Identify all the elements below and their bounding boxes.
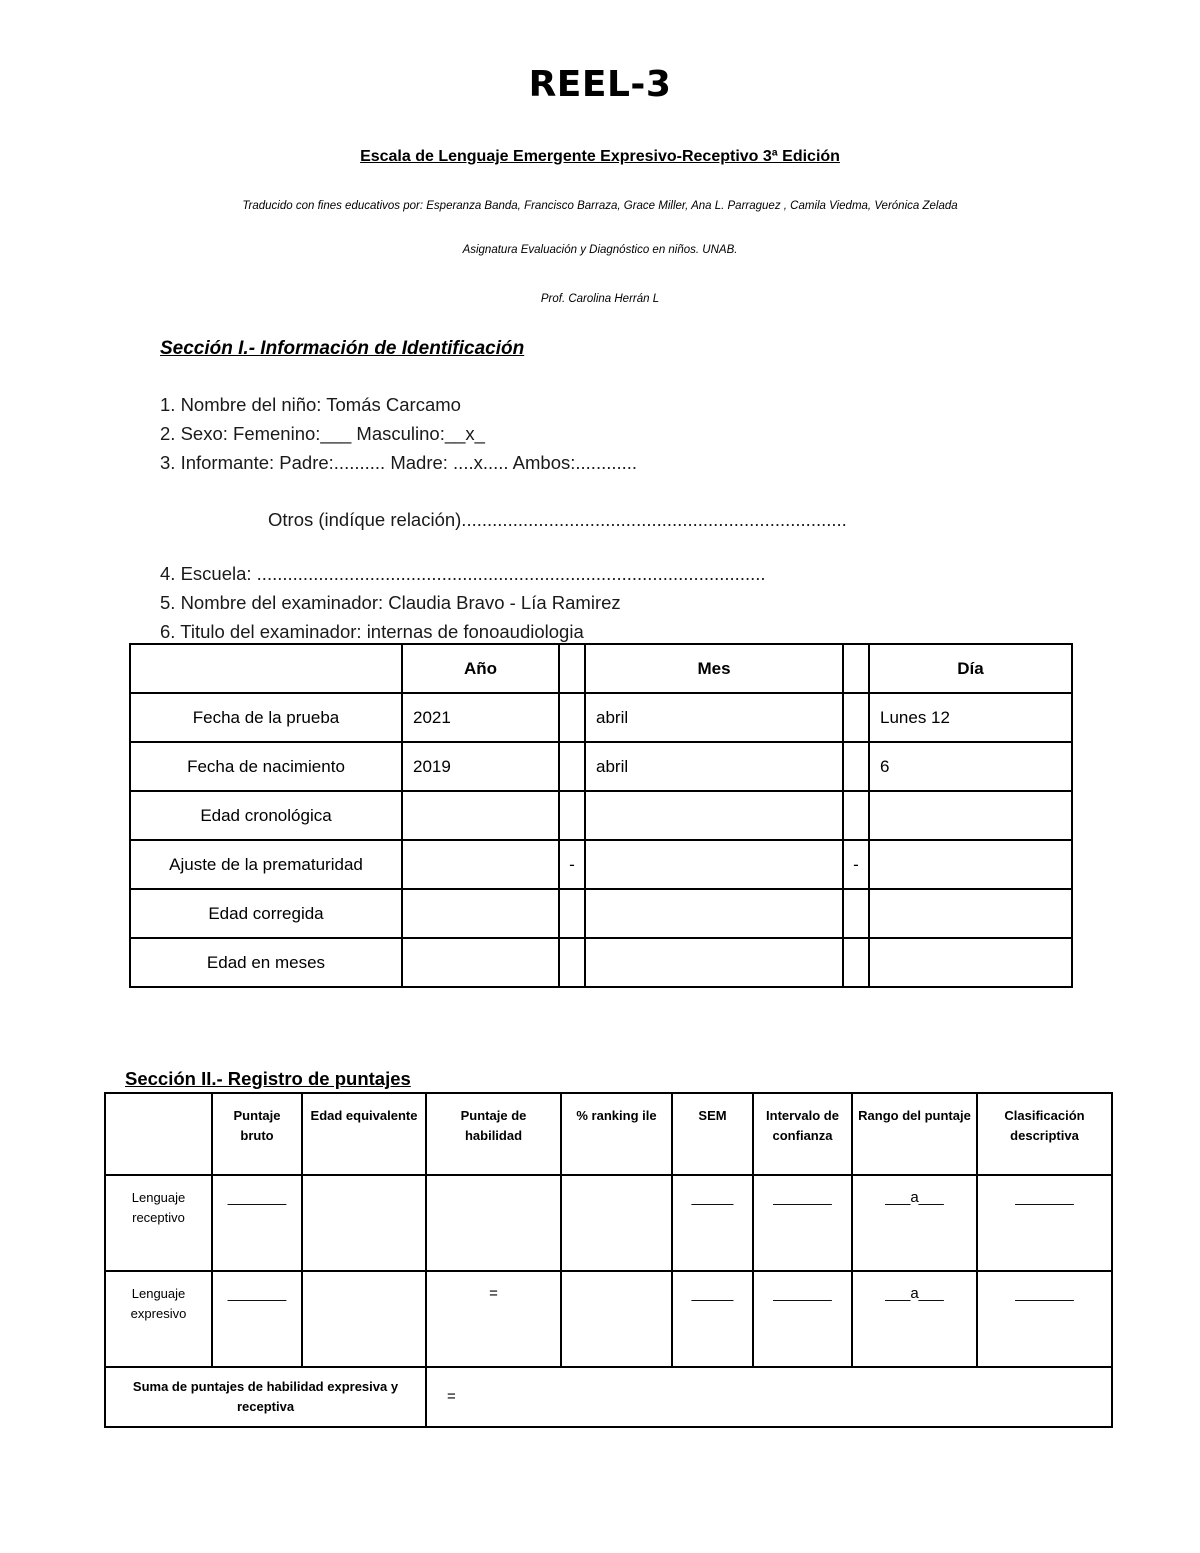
- day-cell[interactable]: [869, 791, 1072, 840]
- header-cell: [105, 1093, 212, 1175]
- section1-heading: Sección I.- Información de Identificación: [160, 338, 525, 359]
- score-cell[interactable]: _______: [753, 1271, 852, 1367]
- row-label: Fecha de nacimiento: [130, 742, 402, 791]
- month-cell[interactable]: abril: [585, 742, 843, 791]
- header-cell-classification: Clasificación descriptiva: [977, 1093, 1112, 1175]
- separator-cell: [559, 791, 585, 840]
- document-subtitle: Escala de Lenguaje Emergente Expresivo-Receptivo 3ª Edición: [360, 148, 840, 165]
- informant-field: 3. Informante: Padre:.......... Madre: ....x..... Ambos:............: [160, 452, 638, 473]
- header-cell-month: Mes: [585, 644, 843, 693]
- table-row: [130, 693, 1072, 742]
- row-label: Fecha de la prueba: [130, 693, 402, 742]
- separator-cell: [559, 889, 585, 938]
- score-cell[interactable]: ___a___: [852, 1271, 977, 1367]
- score-cell[interactable]: [561, 1271, 672, 1367]
- score-cell[interactable]: =: [426, 1271, 561, 1367]
- separator-cell: [843, 938, 869, 987]
- table-row: [130, 840, 1072, 889]
- score-cell[interactable]: [561, 1175, 672, 1271]
- year-cell[interactable]: 2021: [402, 693, 559, 742]
- header-cell-day: Día: [869, 644, 1072, 693]
- table-row: [130, 889, 1072, 938]
- score-cell[interactable]: _______: [212, 1271, 302, 1367]
- row-label: Ajuste de la prematuridad: [130, 840, 402, 889]
- separator-cell: [559, 938, 585, 987]
- date-table: [129, 643, 1073, 988]
- score-cell[interactable]: _____: [672, 1175, 753, 1271]
- row-label: Lenguaje expresivo: [105, 1271, 212, 1367]
- day-cell[interactable]: [869, 938, 1072, 987]
- month-cell[interactable]: [585, 791, 843, 840]
- translators-credit: Traducido con fines educativos por: Esperanza Banda, Francisco Barraza, Grace Miller, Ana L. Parraguez , Camila Viedma, Verónica Zelada: [242, 200, 958, 212]
- score-cell[interactable]: [426, 1175, 561, 1271]
- month-cell[interactable]: [585, 840, 843, 889]
- section2-heading: Sección II.- Registro de puntajes: [125, 1068, 411, 1089]
- month-cell[interactable]: [585, 889, 843, 938]
- separator-cell: [559, 693, 585, 742]
- year-cell[interactable]: [402, 938, 559, 987]
- score-cell[interactable]: [302, 1175, 426, 1271]
- sum-row: [105, 1367, 1112, 1427]
- year-cell[interactable]: [402, 840, 559, 889]
- scores-table: [104, 1092, 1113, 1428]
- table-row: [130, 938, 1072, 987]
- header-cell: [843, 644, 869, 693]
- day-cell[interactable]: [869, 889, 1072, 938]
- header-cell-percentile: % ranking ile: [561, 1093, 672, 1175]
- row-label: Lenguaje receptivo: [105, 1175, 212, 1271]
- school-field: 4. Escuela: ...................................................................................................: [160, 563, 766, 584]
- row-label: Edad en meses: [130, 938, 402, 987]
- day-cell[interactable]: Lunes 12: [869, 693, 1072, 742]
- header-cell-raw-score: Puntaje bruto: [212, 1093, 302, 1175]
- sum-label: Suma de puntajes de habilidad expresiva y receptiva: [105, 1367, 426, 1427]
- month-cell[interactable]: abril: [585, 693, 843, 742]
- header-cell-year: Año: [402, 644, 559, 693]
- score-cell[interactable]: _______: [753, 1175, 852, 1271]
- score-cell[interactable]: _______: [977, 1175, 1112, 1271]
- score-cell[interactable]: _______: [977, 1271, 1112, 1367]
- header-cell-confidence-interval: Intervalo de confianza: [753, 1093, 852, 1175]
- table-row: [130, 742, 1072, 791]
- document-title: REEL-3: [528, 64, 672, 105]
- date-table-header: [130, 644, 1072, 693]
- header-cell-ability-score: Puntaje de habilidad: [426, 1093, 561, 1175]
- score-cell[interactable]: ___a___: [852, 1175, 977, 1271]
- separator-cell: [843, 742, 869, 791]
- score-cell[interactable]: _____: [672, 1271, 753, 1367]
- sex-field: 2. Sexo: Femenino:___ Masculino:__x_: [160, 423, 485, 444]
- separator-cell: -: [843, 840, 869, 889]
- separator-cell: [843, 791, 869, 840]
- examiner-name-field: 5. Nombre del examinador: Claudia Bravo - Lía Ramirez: [160, 592, 621, 613]
- header-cell-score-range: Rango del puntaje: [852, 1093, 977, 1175]
- score-cell[interactable]: _______: [212, 1175, 302, 1271]
- month-cell[interactable]: [585, 938, 843, 987]
- course-credit: Asignatura Evaluación y Diagnóstico en niños. UNAB.: [462, 244, 738, 256]
- professor-credit: Prof. Carolina Herrán L: [540, 293, 660, 305]
- separator-cell: -: [559, 840, 585, 889]
- table-row: [130, 791, 1072, 840]
- header-cell: [130, 644, 402, 693]
- separator-cell: [843, 889, 869, 938]
- examiner-title-field: 6. Titulo del examinador: internas de fonoaudiologia: [160, 621, 584, 642]
- day-cell[interactable]: 6: [869, 742, 1072, 791]
- other-relation-field: Otros (indíque relación)...........................................................................: [268, 509, 847, 530]
- sum-value-cell[interactable]: =: [426, 1367, 1112, 1427]
- year-cell[interactable]: 2019: [402, 742, 559, 791]
- day-cell[interactable]: [869, 840, 1072, 889]
- header-cell-age-equivalent: Edad equivalente: [302, 1093, 426, 1175]
- table-row: [105, 1271, 1112, 1367]
- year-cell[interactable]: [402, 791, 559, 840]
- child-name-field: 1. Nombre del niño: Tomás Carcamo: [160, 394, 461, 415]
- scores-table-header: [105, 1093, 1112, 1175]
- row-label: Edad corregida: [130, 889, 402, 938]
- header-cell-sem: SEM: [672, 1093, 753, 1175]
- header-cell: [559, 644, 585, 693]
- separator-cell: [843, 693, 869, 742]
- row-label: Edad cronológica: [130, 791, 402, 840]
- score-cell[interactable]: [302, 1271, 426, 1367]
- table-row: [105, 1175, 1112, 1271]
- separator-cell: [559, 742, 585, 791]
- year-cell[interactable]: [402, 889, 559, 938]
